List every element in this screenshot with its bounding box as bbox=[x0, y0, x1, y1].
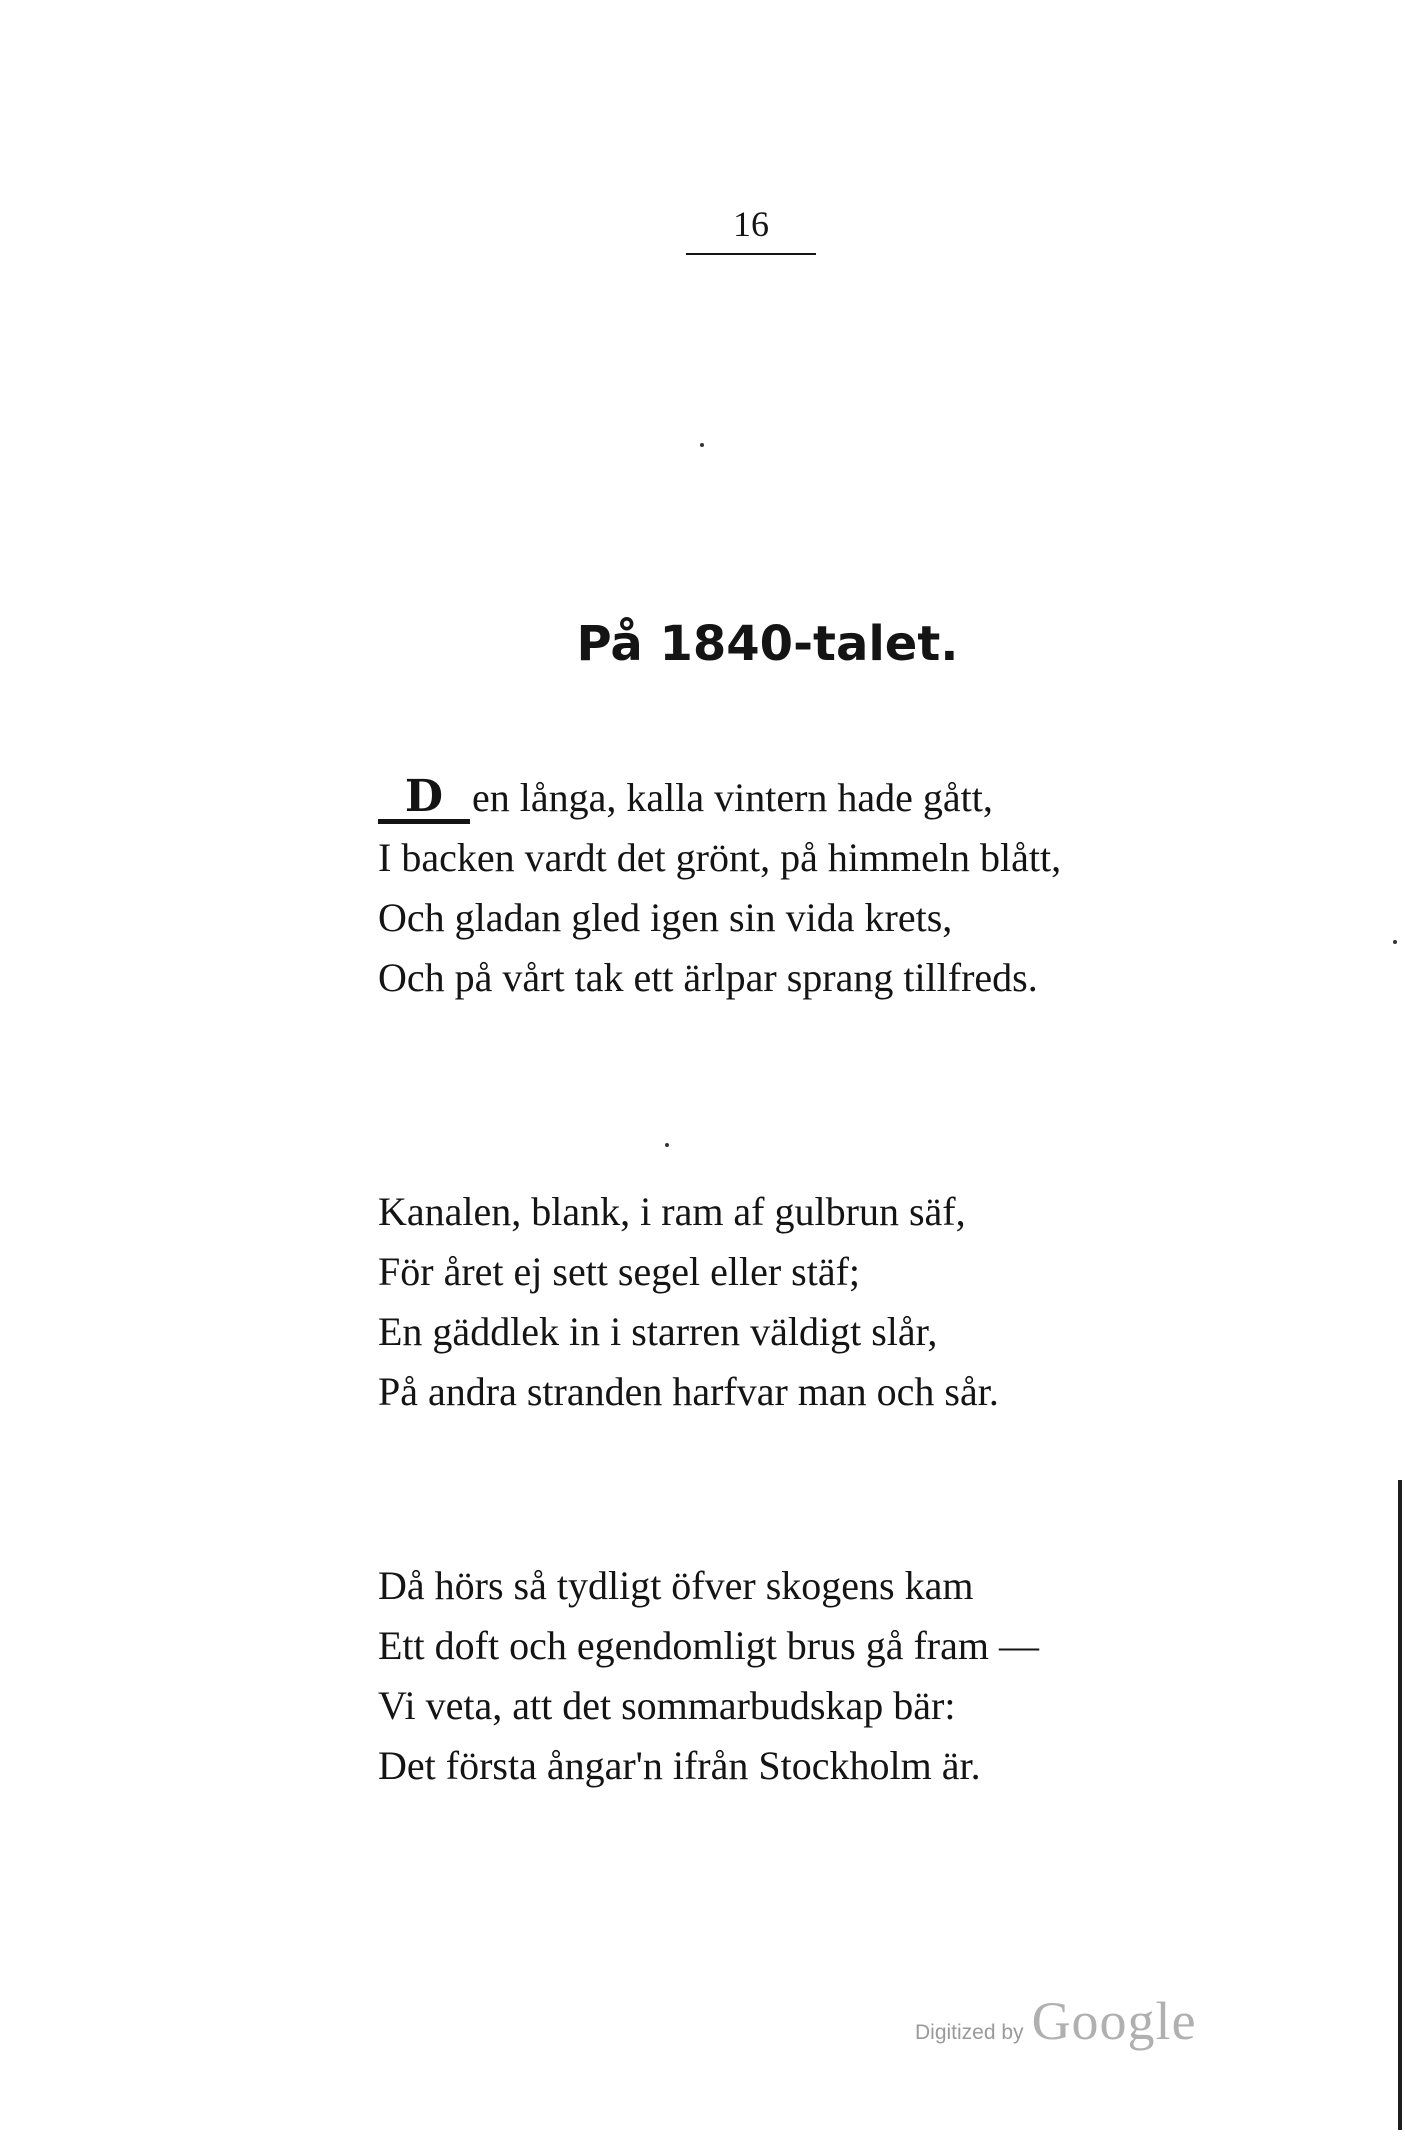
stanza-2 bbox=[378, 1182, 1278, 1422]
poem-line: På andra stranden harfvar man och sår. bbox=[378, 1369, 999, 1414]
digitized-by-label: Digitized by bbox=[915, 2021, 1024, 2044]
poem-line bbox=[378, 768, 1278, 828]
poem-line: Då hörs så tydligt öfver skogens kam bbox=[378, 1563, 974, 1608]
poem-title: På 1840-talet. bbox=[576, 616, 959, 672]
poem-line: För året ej sett segel eller stäf; bbox=[378, 1249, 861, 1294]
scan-speck bbox=[1393, 940, 1397, 944]
scan-speck bbox=[665, 1143, 669, 1147]
stanza-1 bbox=[378, 768, 1278, 1008]
stanza-3 bbox=[378, 1556, 1278, 1796]
drop-cap: D bbox=[378, 775, 470, 824]
google-logo: Google bbox=[1031, 1991, 1197, 2051]
poem-line-text: en långa, kalla vintern hade gått, bbox=[472, 775, 993, 820]
poem-line: En gäddlek in i starren väldigt slår, bbox=[378, 1309, 938, 1354]
poem-line: Ett doft och egendomligt brus gå fram — bbox=[378, 1623, 1039, 1668]
binding-edge bbox=[1398, 1480, 1402, 2130]
scan-speck bbox=[700, 443, 704, 447]
poem-line: Det första ångar'n ifrån Stockholm är. bbox=[378, 1743, 981, 1788]
poem-line: Och gladan gled igen sin vida krets, bbox=[378, 895, 953, 940]
poem-line: Och på vårt tak ett ärlpar sprang tillfreds. bbox=[378, 955, 1038, 1000]
google-watermark bbox=[915, 1990, 1197, 2052]
poem-line: Vi veta, att det sommarbudskap bär: bbox=[378, 1683, 956, 1728]
page-number: 16 bbox=[733, 204, 769, 244]
page-number-rule bbox=[686, 253, 816, 255]
poem-line: I backen vardt det grönt, på himmeln blått, bbox=[378, 835, 1062, 880]
poem-line: Kanalen, blank, i ram af gulbrun säf, bbox=[378, 1189, 966, 1234]
